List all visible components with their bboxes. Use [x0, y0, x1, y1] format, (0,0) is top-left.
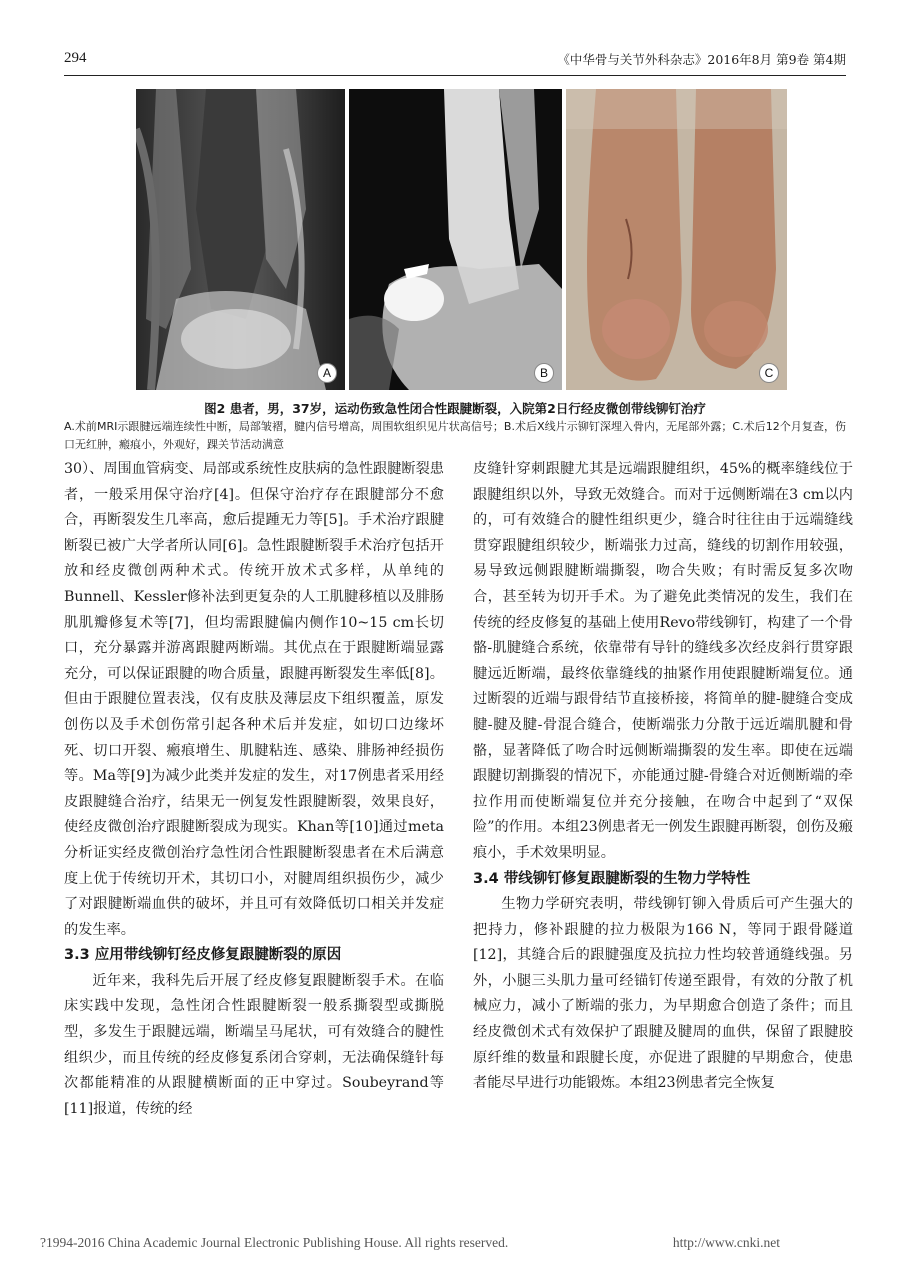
paragraph: 生物力学研究表明，带线铆钉铆入骨质后可产生强大的把持力，修补跟腱的拉力极限为166 N，等同于跟骨隧道[12]，其缝合后的跟腱强度及抗拉力性均较普通缝线强。另外，小腿三头肌力量可经锚钉传递至跟骨，有效的分散了机械应力，减小了断端的张力，为早期愈合创造了条件；而且经皮微创术式有效保护了跟腱及腱周的血供，保留了跟腱胶原纤维的数量和跟腱长度，亦促进了跟腱的早期愈合，使患者能尽早进行功能锻炼。本组23例患者完全恢复	[473, 896, 853, 1092]
figure-caption-title: 图2 患者，男，37岁，运动伤致急性闭合性跟腱断裂，入院第2日行经皮微创带线铆钉治疗	[204, 401, 706, 416]
copyright-notice: ?1994-2016 China Academic Journal Electronic Publishing House. All rights reserved.	[40, 1235, 509, 1250]
right-column	[473, 457, 853, 1097]
page-number: 294	[64, 50, 87, 66]
figure-2	[136, 89, 787, 390]
mri-image-panel	[136, 89, 345, 390]
section-heading-3-3: 3.3 应用带线铆钉经皮修复跟腱断裂的原因	[64, 947, 342, 964]
journal-citation: 《中华骨与关节外科杂志》2016年8月 第9卷 第4期	[557, 52, 846, 67]
paragraph: 30）、周围血管病变、局部或系统性皮肤病的急性跟腱断裂患者，一般采用保守治疗[4]。但保守治疗存在跟腱部分不愈合，再断裂发生几率高，愈后提踵无力等[5]。手术治疗跟腱断裂已被广大学者所认同[6]。急性跟腱断裂手术治疗包括开放和经皮微创两种术式。传统开放术式多样，从单纯的Bunnell、Kessler修补法到更复杂的人工肌腱移植以及腓肠肌肌瓣修复术等[7]，但均需跟腱偏内侧作10~15 cm长切口，充分暴露并游离跟腱两断端。其优点在于跟腱断端显露充分，可以保证跟腱的吻合质量，跟腱再断裂发生率低[8]。但由于跟腱位置表浅，仅有皮肤及薄层皮下组织覆盖，原发创伤以及手术创伤常引起各种术后并发症，如切口边缘坏死、切口开裂、瘢痕增生、肌腱粘连、感染、腓肠神经损伤等。Ma等[9]为减少此类并发症的发生，对17例患者采用经皮跟腱缝合治疗，结果无一例复发性跟腱断裂，效果良好，使经皮微创治疗跟腱断裂成为现实。Khan等[10]通过meta分析证实经皮微创治疗急性闭合性跟腱断裂患者在术后满意度上优于传统切开术，其切口小，对腱周组织损伤少，减少了对跟腱断端血供的破坏，并且可有效降低切口相关并发症的发生率。	[64, 461, 444, 938]
left-column	[64, 457, 444, 1122]
panel-label-c: C	[759, 363, 779, 383]
page-footer	[40, 1235, 870, 1251]
panel-label-b: B	[534, 363, 554, 383]
clinical-photo-panel	[566, 89, 787, 390]
section-heading-3-4: 3.4 带线铆钉修复跟腱断裂的生物力学特性	[473, 870, 751, 887]
panel-label-a: A	[317, 363, 337, 383]
xray-image-panel	[349, 89, 562, 390]
footer-url: http://www.cnki.net	[672, 1235, 780, 1250]
header-divider	[64, 75, 846, 76]
paragraph: 近年来，我科先后开展了经皮修复跟腱断裂手术。在临床实践中发现，急性闭合性跟腱断裂一般系撕裂型或撕脱型，多发生于跟腱远端，断端呈马尾状，可有效缝合的腱性组织少，而且传统的经皮修复系闭合穿刺，无法确保缝针每次都能精准的从跟腱横断面的正中穿过。Soubeyrand等[11]报道，传统的经	[64, 972, 444, 1117]
running-header	[64, 50, 846, 72]
paragraph: 皮缝针穿刺跟腱尤其是远端跟腱组织，45%的概率缝线位于跟腱组织以外，导致无效缝合。而对于远侧断端在3 cm以内的，可有效缝合的腱性组织更少，缝合时往往由于远端缝线贯穿跟腱组织较少，断端张力过高，缝线的切割作用较强，易导致远侧跟腱断端撕裂，吻合失败；有时需反复多次吻合，甚至转为切开手术。为了避免此类情况的发生，我们在传统的经皮修复的基础上使用Revo带线铆钉，构建了一个骨骼-肌腱缝合系统，依靠带有导针的缝线多次经皮斜行贯穿跟腱远近断端，最终依靠缝线的抽紧作用使跟腱断端复位。通过断裂的近端与跟骨结节直接桥接，将简单的腱-腱缝合变成腱-腱及腱-骨混合缝合，使断端张力分散于远近端肌腱和骨骼，显著降低了吻合时远侧断端撕裂的发生率。即使在远端跟腱切割撕裂的情况下，亦能通过腱-骨缝合对近侧断端的牵拉作用而使断端复位并充分接触，在吻合中起到了“双保险”的作用。本组23例患者无一例发生跟腱再断裂，创伤及瘢痕小，手术效果明显。	[473, 461, 853, 861]
figure-caption-text: A.术前MRI示跟腱远端连续性中断，局部皱褶，腱内信号增高，周围软组织见片状高信号；B.术后X线片示铆钉深埋入骨内，无尾部外露；C.术后12个月复查，伤口无红肿，瘢痕小，外观好，踝关节活动满意	[64, 420, 846, 451]
